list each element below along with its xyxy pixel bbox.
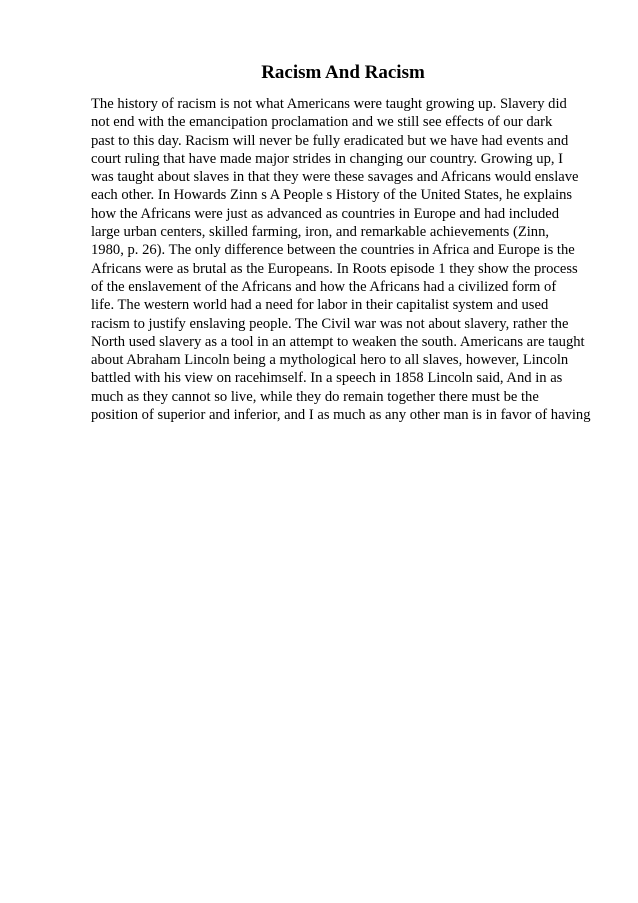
body-line: much as they cannot so live, while they do remain together there must be the (91, 388, 539, 405)
body-line: North used slavery as a tool in an attempt to weaken the south. Americans are taught (91, 333, 585, 350)
body-line: battled with his view on racehimself. In a speech in 1858 Lincoln said, And in as (91, 370, 563, 387)
body-line: racism to justify enslaving people. The Civil war was not about slavery, rather the (91, 315, 569, 332)
body-line: large urban centers, skilled farming, iron, and remarkable achievements (Zinn, (91, 224, 550, 241)
body-line: Africans were as brutal as the Europeans. In Roots episode 1 they show the process (91, 260, 578, 277)
body-line: about Abraham Lincoln being a mythological hero to all slaves, however, Lincoln (91, 352, 569, 369)
body-line: court ruling that have made major strides in changing our country. Growing up, I (91, 150, 564, 167)
body-line: 1980, p. 26). The only difference between the countries in Africa and Europe is the (91, 242, 575, 259)
body-line: each other. In Howards Zinn s A People s History of the United States, he explains (91, 187, 573, 204)
body-line: of the enslavement of the Africans and how the Africans had a civilized form of (91, 278, 557, 295)
document-title: Racism And Racism (261, 62, 425, 83)
body-line: past to this day. Racism will never be fully eradicated but we have had events and (91, 132, 569, 149)
body-line: not end with the emancipation proclamation and we still see effects of our dark (91, 114, 553, 131)
body-line: position of superior and inferior, and I as much as any other man is in favor of having (91, 407, 591, 424)
body-line: The history of racism is not what Americans were taught growing up. Slavery did (91, 96, 567, 112)
document-body (91, 95, 631, 424)
body-line: was taught about slaves in that they were these savages and Africans would enslave (91, 169, 579, 186)
body-line: life. The western world had a need for labor in their capitalist system and used (91, 297, 549, 314)
body-line: how the Africans were just as advanced as countries in Europe and had included (91, 205, 560, 222)
